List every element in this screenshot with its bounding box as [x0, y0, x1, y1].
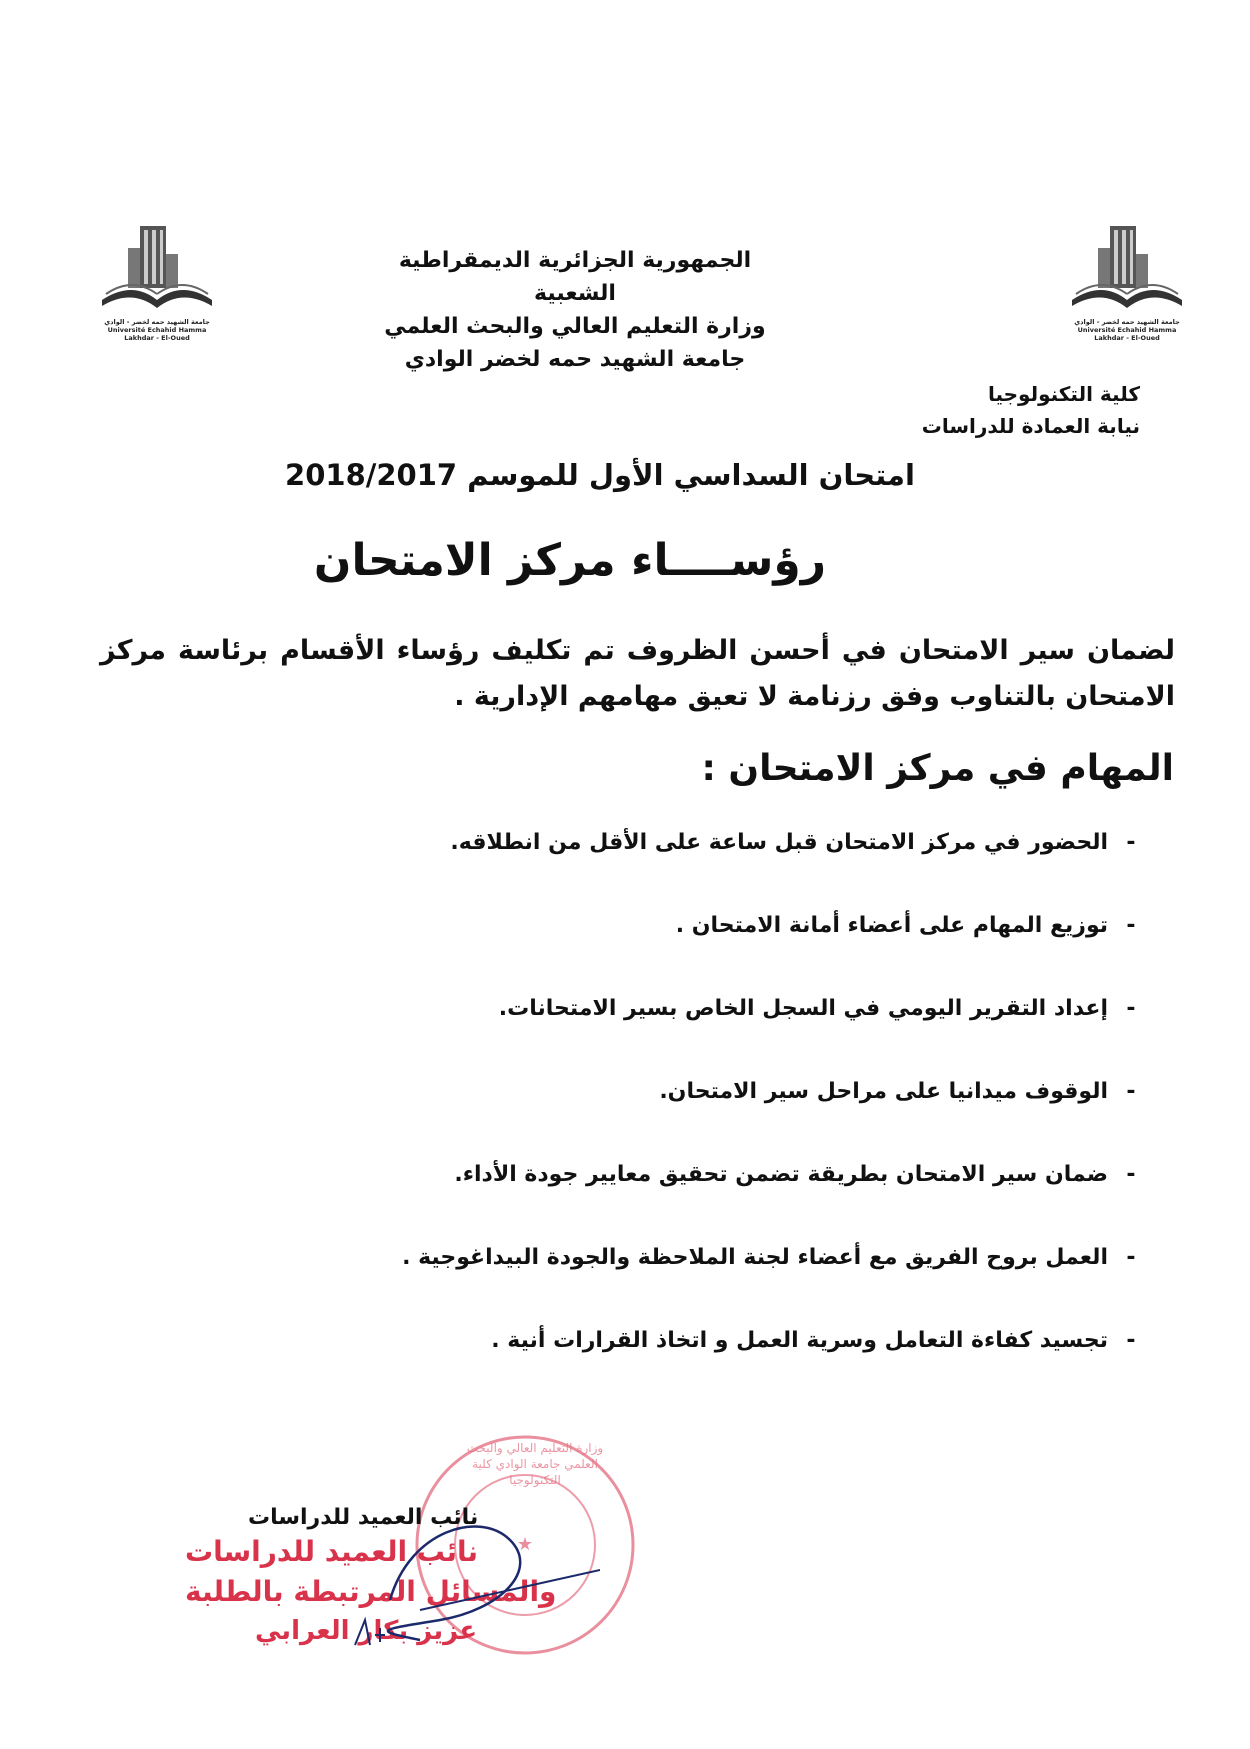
- building-book-icon: [1062, 218, 1192, 318]
- exam-title: امتحان السداسي الأول للموسم 2018/2017: [285, 458, 915, 492]
- list-item: [174, 913, 1154, 996]
- document-header: [360, 244, 790, 376]
- task-text: الوقوف ميدانيا على مراحل سير الامتحان.: [659, 1079, 1108, 1104]
- bullet-dash: -: [1126, 1245, 1136, 1270]
- tasks-heading: المهام في مركز الامتحان :: [701, 748, 1174, 789]
- list-item: [174, 996, 1154, 1079]
- university-logo-left: [92, 218, 222, 342]
- header-university: جامعة الشهيد حمه لخضر الوادي: [404, 347, 746, 372]
- intro-paragraph: لضمان سير الامتحان في أحسن الظروف تم تكليف رؤساء الأقسام برئاسة مركز الامتحان بالتناوب وفق رزنامة لا تعيق مهامهم الإدارية .: [100, 635, 1175, 712]
- stamp-role-line2: والمسائل المرتبطة بالطلبة: [185, 1575, 557, 1608]
- bullet-dash: -: [1126, 996, 1136, 1021]
- list-item: [174, 1162, 1154, 1245]
- task-text: ضمان سير الامتحان بطريقة تضمن تحقيق معايير جودة الأداء.: [454, 1162, 1108, 1187]
- bullet-dash: -: [1126, 1328, 1136, 1353]
- task-text: إعداد التقرير اليومي في السجل الخاص بسير الامتحانات.: [498, 996, 1108, 1021]
- signature-title: نائب العميد للدراسات: [248, 1505, 479, 1530]
- bullet-dash: -: [1126, 830, 1136, 855]
- tasks-list: [174, 830, 1154, 1411]
- building-book-icon: [92, 218, 222, 318]
- faculty-name: كلية التكنولوجيا: [987, 382, 1140, 406]
- list-item: [174, 830, 1154, 913]
- main-title: رؤســــاء مركز الامتحان: [313, 535, 827, 586]
- faculty-block: [922, 378, 1140, 442]
- bullet-dash: -: [1126, 1162, 1136, 1187]
- bullet-dash: -: [1126, 1079, 1136, 1104]
- header-republic: الجمهورية الجزائرية الديمقراطية الشعبية: [398, 248, 752, 306]
- logo-caption-ar: جامعة الشهيد حمه لخضر - الوادي: [1074, 318, 1180, 326]
- logo-caption-fr: Université Echahid Hamma Lakhdar - El-Oued: [107, 326, 207, 342]
- stamp-role-line1: نائب العميد للدراسات: [185, 1535, 478, 1568]
- list-item: [174, 1079, 1154, 1162]
- task-text: الحضور في مركز الامتحان قبل ساعة على الأقل من انطلاقه.: [450, 830, 1108, 855]
- logo-caption-ar: جامعة الشهيد حمه لخضر - الوادي: [104, 318, 210, 326]
- task-text: العمل بروح الفريق مع أعضاء لجنة الملاحظة والجودة البيداغوجية .: [402, 1245, 1108, 1270]
- handwritten-signature-icon: [180, 1470, 600, 1660]
- list-item: [174, 1245, 1154, 1328]
- stamp-name: عزيز بكار العرابي: [255, 1616, 478, 1646]
- task-text: توزيع المهام على أعضاء أمانة الامتحان .: [675, 913, 1108, 938]
- logo-caption-fr: Université Echahid Hamma Lakhdar - El-Oued: [1077, 326, 1177, 342]
- list-item: [174, 1328, 1154, 1411]
- faculty-deputy: نيابة العمادة للدراسات: [921, 414, 1140, 438]
- university-logo-right: [1062, 218, 1192, 342]
- task-text: تجسيد كفاءة التعامل وسرية العمل و اتخاذ القرارات أنية .: [491, 1328, 1108, 1353]
- header-ministry: وزارة التعليم العالي والبحث العلمي: [384, 314, 766, 339]
- bullet-dash: -: [1126, 913, 1136, 938]
- svg-text:★: ★: [516, 1534, 534, 1555]
- stamp-text: وزارة التعليم العالي والبحث العلمي جامعة الوادي كلية التكنولوجيا: [466, 1441, 604, 1487]
